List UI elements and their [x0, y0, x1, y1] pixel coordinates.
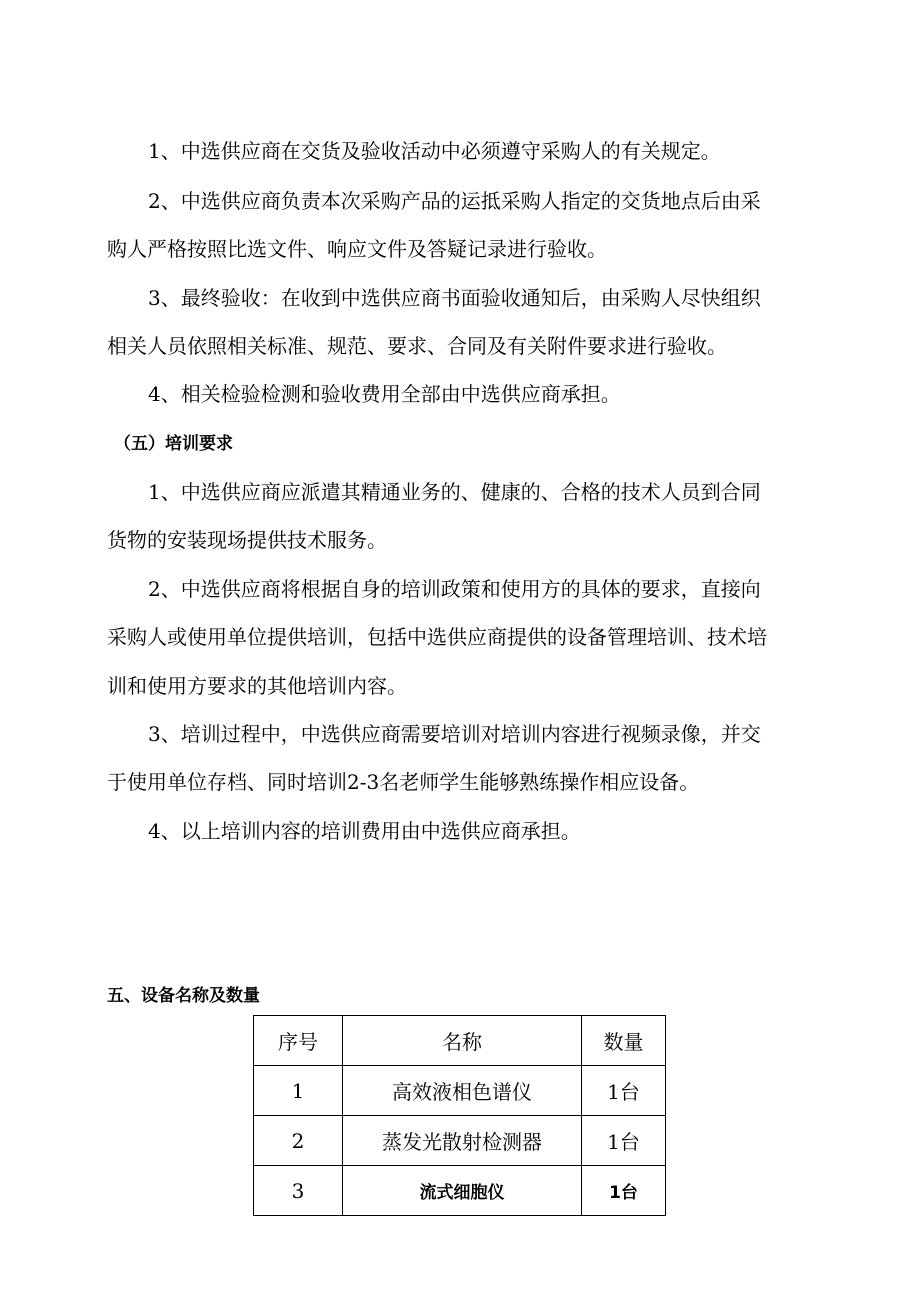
header-name: 名称	[343, 1016, 582, 1066]
acceptance-item-3-line-2: 相关人员依照相关标准、规范、要求、合同及有关附件要求进行验收。	[107, 334, 727, 358]
training-item-3-line-2: 于使用单位存档、同时培训2-3名老师学生能够熟练操作相应设备。	[107, 770, 700, 794]
row-qty: 1台	[582, 1116, 666, 1166]
training-item-2-line-3: 训和使用方要求的其他培训内容。	[107, 674, 407, 698]
equipment-table	[253, 1015, 666, 1216]
row-name: 高效液相色谱仪	[343, 1066, 582, 1116]
acceptance-item-1: 1、中选供应商在交货及验收活动中必须遵守采购人的有关规定。	[148, 139, 721, 163]
row-no: 2	[254, 1116, 343, 1166]
row-no: 3	[254, 1166, 343, 1216]
equipment-table-header-row	[254, 1016, 666, 1066]
row-name: 蒸发光散射检测器	[343, 1116, 582, 1166]
row-qty: 1台	[582, 1166, 666, 1216]
training-heading: （五）培训要求	[114, 434, 233, 454]
acceptance-item-4: 4、相关检验检测和验收费用全部由中选供应商承担。	[148, 382, 621, 406]
acceptance-item-2-line-2: 购人严格按照比选文件、响应文件及答疑记录进行验收。	[107, 237, 607, 261]
row-name: 流式细胞仪	[343, 1166, 582, 1216]
training-item-1-line-2: 货物的安装现场提供技术服务。	[107, 528, 387, 552]
table-row	[254, 1116, 666, 1166]
table-row	[254, 1066, 666, 1116]
header-qty: 数量	[582, 1016, 666, 1066]
training-item-3-line-1: 3、培训过程中，中选供应商需要培训对培训内容进行视频录像，并交	[148, 722, 761, 746]
training-item-1-line-1: 1、中选供应商应派遣其精通业务的、健康的、合格的技术人员到合同	[148, 480, 761, 504]
training-item-2-line-2: 采购人或使用单位提供培训，包括中选供应商提供的设备管理培训、技术培	[107, 625, 767, 649]
row-no: 1	[254, 1066, 343, 1116]
training-item-2-line-1: 2、中选供应商将根据自身的培训政策和使用方的具体的要求，直接向	[148, 577, 761, 601]
acceptance-item-3-line-1: 3、最终验收：在收到中选供应商书面验收通知后，由采购人尽快组织	[148, 286, 761, 310]
header-no: 序号	[254, 1016, 343, 1066]
acceptance-item-2-line-1: 2、中选供应商负责本次采购产品的运抵采购人指定的交货地点后由采	[148, 189, 761, 213]
table-row	[254, 1166, 666, 1216]
row-qty: 1台	[582, 1066, 666, 1116]
equipment-heading: 五、设备名称及数量	[107, 986, 260, 1006]
training-item-4: 4、以上培训内容的培训费用由中选供应商承担。	[148, 819, 581, 843]
